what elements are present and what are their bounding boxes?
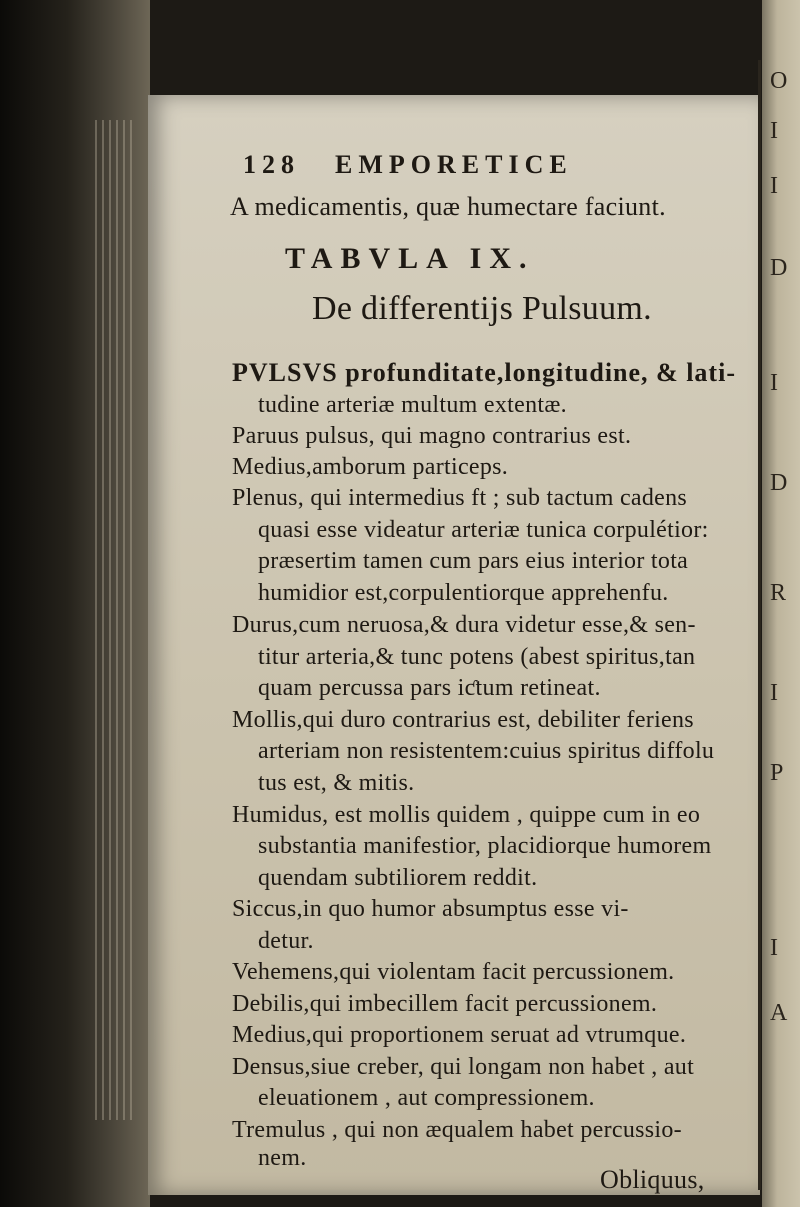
text-line: Tremulus , qui non æqualem habet percussio- [232,1117,682,1143]
next-page-fragment: O [770,68,788,94]
next-page-fragment: I [770,173,778,199]
next-page-fragment: R [770,580,787,606]
next-page-fragment: D [770,255,788,281]
text-line: titur arteria,& tunc potens (abest spiritus,tan [258,644,696,670]
text-line: arteriam non resistentem:cuius spiritus diffolu [258,738,715,764]
table-title: TABVLA IX. [285,242,535,275]
next-page-fragment: A [770,1000,788,1026]
text-line: eleuationem , aut compressionem. [258,1085,595,1111]
next-page-fragment: I [770,680,778,706]
catchword: Obliquus, [600,1165,705,1194]
text-line: substantia manifestior, placidiorque humorem [258,833,712,859]
running-head: EMPORETICE [335,150,573,179]
table-subtitle: De differentijs Pulsuum. [312,290,652,327]
page-divider [758,60,761,1190]
page-edges [95,120,135,1120]
text-line: Plenus, qui intermedius ft ; sub tactum cadens [232,485,688,511]
text-line: præsertim tamen cum pars eius interior tota [258,548,689,574]
text-line: Vehemens,qui violentam facit percussionem. [232,959,675,985]
text-line: Medius,amborum particeps. [232,454,509,480]
text-line: quam percussa pars iƈtum retineat. [258,675,601,701]
text-line: Densus,siue creber, qui longam non habet , aut [232,1054,695,1080]
text-line: Medius,qui proportionem seruat ad vtrumque. [232,1022,687,1048]
text-line: Siccus,in quo humor absumptus esse vi- [232,896,629,922]
text-line: detur. [258,928,314,954]
text-line: Durus,cum neruosa,& dura videtur esse,& sen- [232,612,696,638]
section-heading: A medicamentis, quæ humectare faciunt. [230,192,666,221]
text-line: Humidus, est mollis quidem , quippe cum in eo [232,802,701,828]
text-line: Mollis,qui duro contrarius est, debiliter feriens [232,707,694,733]
text-line: quasi esse videatur arteriæ tunica corpulétior: [258,517,709,543]
text-line: Paruus pulsus, qui magno contrarius est. [232,423,632,449]
page-number: 128 [243,150,300,179]
next-page-fragment: I [770,118,778,144]
text-line: PVLSVS profunditate,longitudine, & lati- [232,358,736,387]
text-line: nem. [258,1145,307,1171]
text-line: tudine arteriæ multum extentæ. [258,392,567,418]
text-line: Debilis,qui imbecillem facit percussionem. [232,991,658,1017]
text-line: tus est, & mitis. [258,770,415,796]
text-line: humidior est,corpulentiorque apprehenfu. [258,580,669,606]
text-line: quendam subtiliorem reddit. [258,865,538,891]
next-page-fragment: I [770,935,778,961]
next-page-edge [762,0,800,1207]
next-page-fragment: I [770,370,778,396]
next-page-fragment: D [770,470,788,496]
next-page-fragment: P [770,760,784,786]
